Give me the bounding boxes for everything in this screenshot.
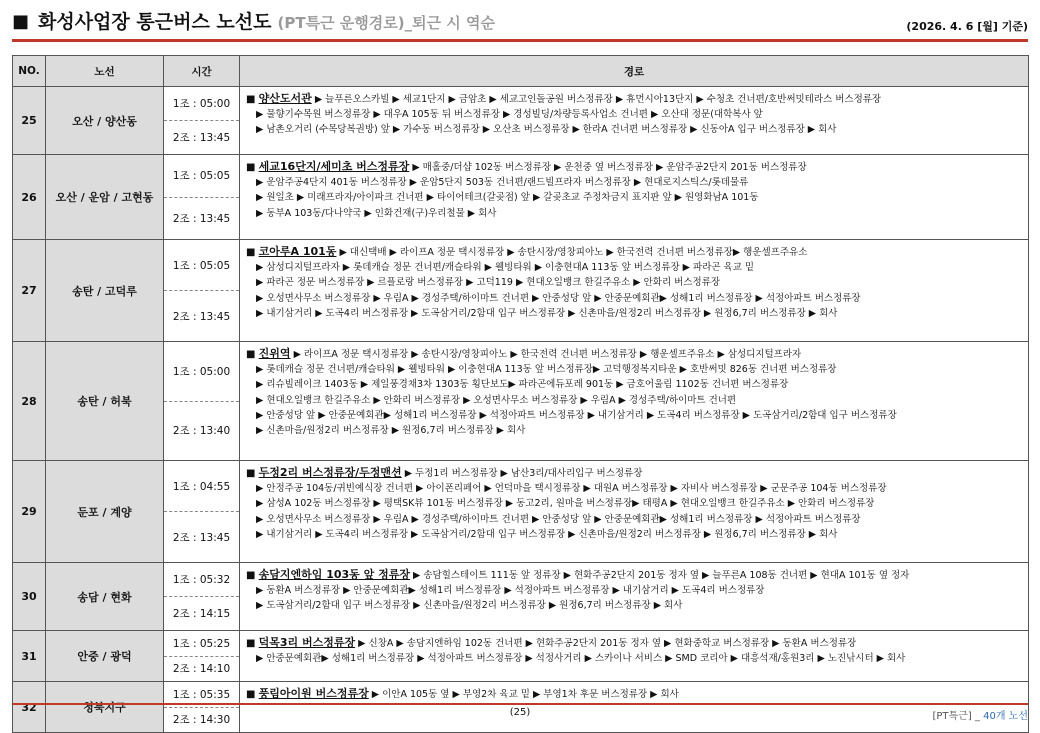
shift-time: 1조 : 05:00 (164, 87, 239, 121)
shift-time: 1조 : 05:05 (164, 240, 239, 291)
path-line: ▶ 원일초 ▶ 미래프라자/아이파크 건너편 ▶ 타이어테크(갈곶점) 앞 ▶ 갈곶초교 주정차금지 표지판 앞 ▶ 원영화남A 101동 (256, 192, 759, 204)
shift-time: 2조 : 13:45 (172, 132, 231, 144)
table-row (13, 155, 1029, 240)
path-line: ▶ 물향기수목원 버스정류장 ▶ 대우A 105동 뒤 버스정류장 ▶ 경성빌딩/차량등록사업소 건너편 ▶ 오산대 정문(대학복사 앞 (256, 109, 763, 121)
route-path (240, 631, 1029, 682)
route-number: 31 (13, 631, 46, 682)
path-line: ▶ 남촌오거리 (수목당복권방) 앞 ▶ 가수동 버스정류장 ▶ 오산초 버스정류장 ▶ 한라A 건너편 버스정류장 ▶ 신동아A 입구 버스정류장 ▶ 회사 (256, 124, 837, 136)
path-line: ▶ 오성면사무소 버스정류장 ▶ 우림A ▶ 경성주택/하이마트 건너편 ▶ 안중성당 앞 ▶ 안중문예회관▶ 성해1리 버스정류장 ▶ 석정아파트 버스정류장 (256, 292, 861, 304)
path-line (246, 567, 1022, 583)
path-line: ▶ 내기삼거리 ▶ 도곡4리 버스정류장 ▶ 도곡삼거리/2함대 입구 버스정류장 ▶ 신촌마을/원정2리 버스정류장 ▶ 원정6,7리 버스정류장 ▶ 회사 (256, 307, 838, 319)
path-text: ▶ 라이프A 정문 택시정류장 ▶ 송탄시장/영창피아노 ▶ 한국전력 건너편 버스정류장 ▶ 행운셀프주유소 ▶ 삼성디지털프라자 (293, 349, 802, 360)
path-text: ▶ 대신택배 ▶ 라이프A 정문 택시정류장 ▶ 송탄시장/영창피아노 ▶ 한국전력 건너편 버스정류장▶ 행운셀프주유소 (339, 247, 808, 258)
col-header-time: 시간 (164, 56, 240, 87)
path-line: ▶ 동부A 103동/다나약국 ▶ 인화건재(구)우리철물 ▶ 회사 (256, 207, 497, 219)
shift-time: 1조 : 05:35 (164, 682, 239, 708)
shift-time: 2조 : 14:30 (172, 714, 231, 727)
path-line: ▶ 도곡삼거리/2함대 입구 버스정류장 ▶ 신촌마을/원정2리 버스정류장 ▶ 원정6,7리 버스정류장 ▶ 회사 (256, 600, 683, 612)
route-path (240, 563, 1029, 631)
col-header-path: 경로 (240, 56, 1029, 87)
route-name: 송담 / 현화 (46, 563, 164, 631)
route-path (240, 240, 1029, 342)
page-title (38, 10, 495, 35)
path-text: ▶ 신창A ▶ 송담지엔하임 102동 건너편 ▶ 현화주공2단지 201동 정자 옆 ▶ 현화중학교 버스정류장 ▶ 동환A 버스정류장 (358, 638, 857, 649)
title-text: 화성사업장 통근버스 노선도 (38, 11, 272, 33)
path-line: ▶ 삼성디지털프라자 ▶ 롯데캐슬 정문 건너편/캐슬타워 ▶ 웰빙타워 ▶ 이충현대A 113동 앞 버스정류장 ▶ 파라곤 육교 밑 (256, 262, 755, 274)
path-text: ▶ 늘푸른오스카빌 ▶ 세교1단지 ▶ 금암초 ▶ 세교고인돌공원 버스정류장 ▶ 휴먼시아13단지 ▶ 수청초 건너편/호반써밋테라스 버스정류장 (314, 94, 882, 105)
route-number: 30 (13, 563, 46, 631)
route-number: 25 (13, 87, 46, 155)
page-header (12, 8, 1028, 36)
shift-time: 1조 : 04:55 (164, 461, 239, 512)
footer-route-count: 40개 노선 (983, 711, 1028, 722)
table-row (13, 461, 1029, 563)
header-square-icon: ■ (12, 11, 30, 32)
route-path (240, 461, 1029, 563)
time-cell (164, 342, 240, 461)
first-stop: 코아루A 101동 (258, 245, 337, 258)
shift-time: 2조 : 13:45 (172, 212, 231, 225)
path-line (246, 686, 1022, 702)
route-number: 32 (13, 682, 46, 733)
shift-time: 1조 : 05:25 (164, 631, 239, 657)
table-row (13, 563, 1029, 631)
route-name: 오산 / 운암 / 고현동 (46, 155, 164, 240)
path-text: ▶ 매홀중/더샵 102동 버스정류장 ▶ 운천중 옆 버스정류장 ▶ 운암주공2단지 201동 버스정류장 (412, 162, 807, 173)
bullet-square-icon: ■ (246, 94, 259, 105)
path-line: ▶ 신촌마을/원정2리 버스정류장 ▶ 원정6,7리 버스정류장 ▶ 회사 (256, 425, 526, 437)
path-line: ▶ 안중문예회관▶ 성해1리 버스정류장 ▶ 석정아파트 버스정류장 ▶ 석정사거리 ▶ 스카이나 서비스 ▶ SMD 코리아 ▶ 대흥석재/홍원3리 ▶ 노진낚시터 ▶ 회사 (256, 653, 906, 665)
first-stop: 양산도서관 (258, 92, 312, 105)
first-stop: 진위역 (258, 347, 291, 360)
shift-time: 2조 : 13:45 (172, 531, 231, 544)
path-line: ▶ 운암주공4단지 401동 버스정류장 ▶ 운암5단지 503동 건너편/랜드빌프라자 버스정류장 ▶ 현대로지스틱스/롯데물류 (256, 177, 749, 189)
bullet-square-icon: ■ (246, 349, 259, 360)
path-line: ▶ 오성면사무소 버스정류장 ▶ 우림A ▶ 경성주택/하이마트 건너편 ▶ 안중성당 앞 ▶ 안중문예회관▶ 성해1리 버스정류장 ▶ 석정아파트 버스정류장 (256, 513, 861, 525)
path-line (246, 244, 1022, 260)
path-line: ▶ 내기삼거리 ▶ 도곡4리 버스정류장 ▶ 도곡삼거리/2함대 입구 버스정류장 ▶ 신촌마을/원정2리 버스정류장 ▶ 원정6,7리 버스정류장 ▶ 회사 (256, 528, 838, 540)
table-header-row (13, 56, 1029, 87)
route-number: 26 (13, 155, 46, 240)
path-line: ▶ 현대오일뱅크 한길주유소 ▶ 안화리 버스정류장 ▶ 오성면사무소 버스정류장 ▶ 우림A ▶ 경성주택/하이마트 건너편 (256, 394, 737, 406)
shift-time: 2조 : 13:45 (172, 310, 231, 323)
footer-tag-prefix: [PT특근] _ (932, 711, 984, 722)
path-line (246, 159, 1022, 175)
route-name: 안중 / 광덕 (46, 631, 164, 682)
first-stop: 두정2리 버스정류장/두정맨션 (258, 466, 402, 479)
shift-time: 2조 : 14:10 (172, 663, 231, 676)
path-line (246, 91, 1022, 107)
route-path (240, 87, 1029, 155)
path-line: ▶ 동환A 버스정류장 ▶ 안중문예회관▶ 성해1리 버스정류장 ▶ 석정아파트 버스정류장 ▶ 내기삼거리 ▶ 도곡4리 버스정류장 (256, 585, 765, 597)
route-name: 송탄 / 고덕루 (46, 240, 164, 342)
path-line: ▶ 안중성당 앞 ▶ 안중문예회관▶ 성해1리 버스정류장 ▶ 석정아파트 버스정류장 ▶ 내기삼거리 ▶ 도곡4리 버스정류장 ▶ 도곡삼거리/2함대 입구 버스정류장 (256, 409, 897, 421)
route-path (240, 155, 1029, 240)
path-line: ▶ 롯데캐슬 정문 건너편/캐슬타워 ▶ 웰빙타워 ▶ 이충현대A 113동 앞 버스정류장▶ 고덕행정복지타운 ▶ 호반써밋 826동 건너편 버스정류장 (256, 364, 837, 376)
bullet-square-icon: ■ (246, 162, 259, 173)
reference-date: (2026. 4. 6 [월] 기준) (906, 20, 1028, 33)
page-footer (12, 703, 1028, 720)
route-name: 둔포 / 계양 (46, 461, 164, 563)
first-stop: 풍림아이원 버스정류장 (258, 687, 369, 700)
route-name: 청북지구 (46, 682, 164, 733)
bullet-square-icon: ■ (246, 247, 259, 258)
bullet-square-icon: ■ (246, 570, 259, 581)
time-cell (164, 563, 240, 631)
route-name: 송탄 / 허북 (46, 342, 164, 461)
route-number: 29 (13, 461, 46, 563)
bullet-square-icon: ■ (246, 468, 259, 479)
table-row (13, 631, 1029, 682)
route-number: 28 (13, 342, 46, 461)
time-cell (164, 461, 240, 563)
time-cell (164, 155, 240, 240)
bullet-square-icon: ■ (246, 689, 259, 700)
time-cell (164, 631, 240, 682)
route-table (12, 55, 1029, 733)
path-line (246, 465, 1022, 481)
first-stop: 세교16단지/세미초 버스정류장 (258, 160, 410, 173)
path-line: ▶ 삼성A 102동 버스정류장 ▶ 평택SK뷰 101동 버스정류장 ▶ 동고2리, 원마을 버스정류장▶ 태평A ▶ 현대오일뱅크 한길주유소 ▶ 안화리 버스정류장 (256, 498, 875, 510)
path-line: ▶ 파라곤 정문 버스정류장 ▶ 르플로랑 버스정류장 ▶ 고덕119 ▶ 현대오일뱅크 한길주유소 ▶ 안화리 버스정류장 (256, 277, 721, 289)
path-line: ▶ 리슈빌레이크 1403동 ▶ 제일풍경채3차 1303동 횡단보도▶ 파라곤에듀포레 901동 ▶ 금호어울림 1102동 건너편 버스정류장 (256, 379, 789, 391)
table-row (13, 87, 1029, 155)
route-name: 오산 / 양산동 (46, 87, 164, 155)
col-header-no: NO. (13, 56, 46, 87)
table-row (13, 342, 1029, 461)
time-cell (164, 87, 240, 155)
shift-time: 2조 : 14:15 (172, 608, 231, 620)
page-number: (25) (509, 707, 531, 718)
header-divider (12, 39, 1028, 42)
time-cell (164, 240, 240, 342)
route-number: 27 (13, 240, 46, 342)
shift-time: 1조 : 05:05 (164, 155, 239, 198)
first-stop: 덕목3리 버스정류장 (258, 636, 356, 649)
table-row (13, 240, 1029, 342)
path-line (246, 346, 1022, 362)
page-subtitle: (PT특근 운행경로)_퇴근 시 역순 (277, 14, 495, 32)
first-stop: 송담지엔하임 103동 앞 정류장 (258, 568, 410, 581)
bullet-square-icon: ■ (246, 638, 259, 649)
shift-time: 1조 : 05:32 (164, 563, 239, 597)
path-line: ▶ 안정주공 104동/귀빈예식장 건너편 ▶ 아이폰리페어 ▶ 언덕마을 택시정류장 ▶ 대원A 버스정류장 ▶ 자비사 버스정류장 ▶ 군문주공 104동 버스정류장 (256, 483, 887, 495)
shift-time: 2조 : 13:40 (172, 425, 231, 438)
path-text: ▶ 이안A 105동 옆 ▶ 부영2차 육교 밑 ▶ 부영1차 후문 버스정류장 ▶ 회사 (371, 689, 679, 700)
path-text: ▶ 두정1리 버스정류장 ▶ 남산3리/대사리입구 버스정류장 (404, 468, 643, 479)
shift-time: 1조 : 05:00 (164, 342, 239, 402)
path-line (246, 635, 1022, 651)
path-text: ▶ 송담힐스테이트 111동 앞 정류장 ▶ 현화주공2단지 201동 정자 옆 ▶ 늘푸른A 108동 건너편 ▶ 현대A 101동 옆 정자 (413, 570, 910, 581)
route-path (240, 342, 1029, 461)
col-header-route: 노선 (46, 56, 164, 87)
